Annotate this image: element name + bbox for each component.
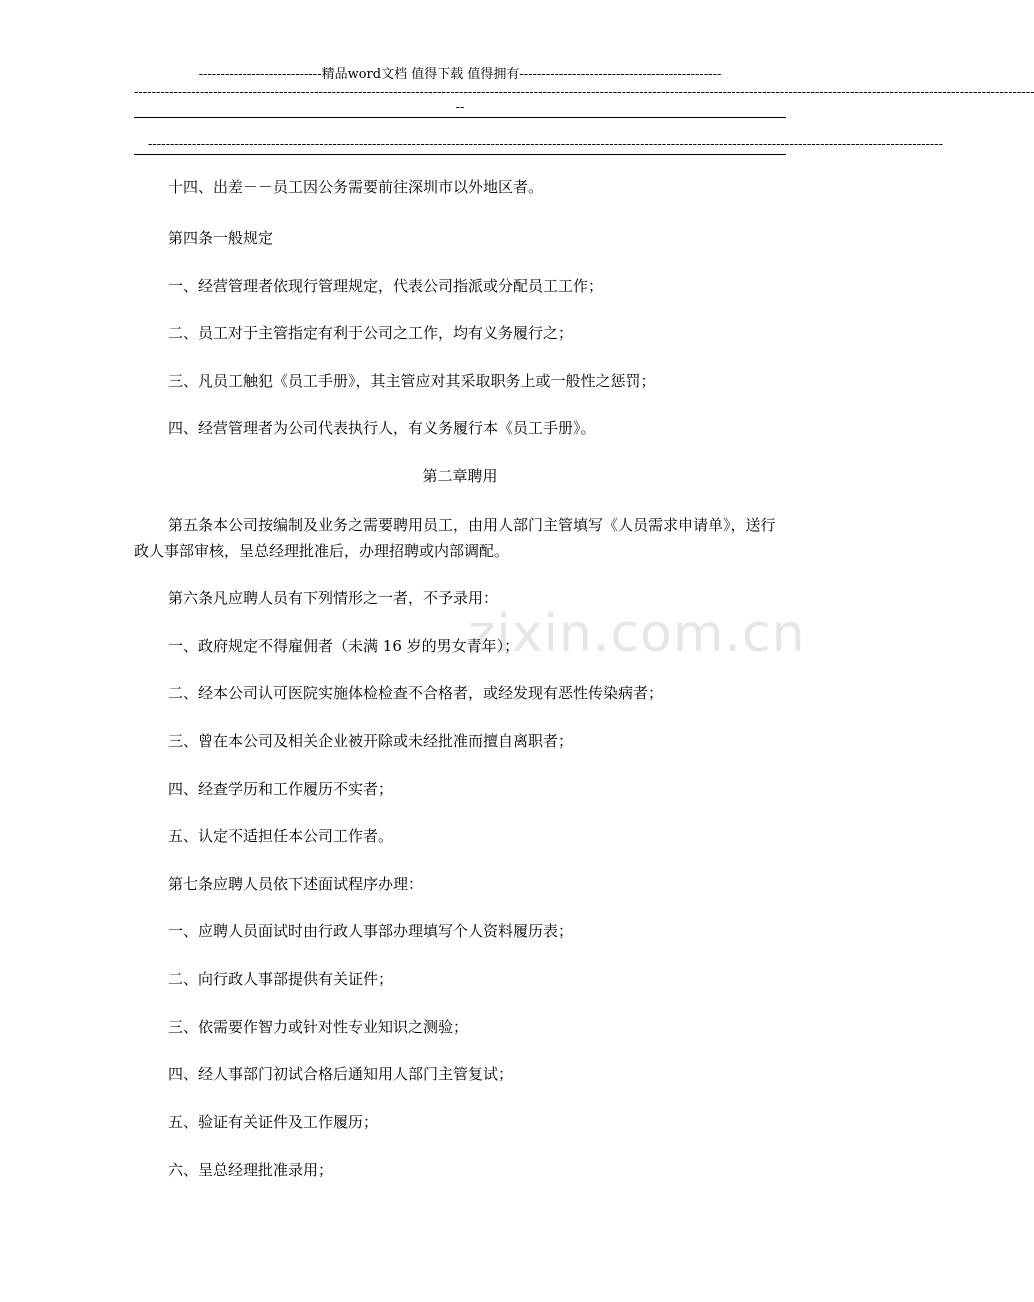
paragraph-article-5-text: 第五条本公司按编制及业务之需要聘用员工，由用人部门主管填写《人员需求申请单》，送行政人事部审核，呈总经理批准后，办理招聘或内部调配。 <box>134 516 776 560</box>
paragraph-procedure-3: 三、依需要作智力或针对性专业知识之测验； <box>168 1018 469 1036</box>
paragraph-exclusion-4: 四、经查学历和工作履历不实者； <box>168 780 394 798</box>
paragraph-business-trip: 十四、出差－－员工因公务需要前往深圳市以外地区者。 <box>168 178 544 196</box>
paragraph-rule-1: 一、经营管理者依现行管理规定，代表公司指派或分配员工工作； <box>168 277 604 295</box>
header-dash-line: ------------------------------------------------------------------------------------------------------------------------------------------------------------------------------------------------------------- <box>134 85 1034 100</box>
header-dash-line-2: ------------------------------------------------------------------------------------------------------------------------------------------------------------------------------------- <box>148 137 944 152</box>
paragraph-article-5 <box>134 512 786 564</box>
paragraph-rule-2: 二、员工对于主管指定有利于公司之工作，均有义务履行之； <box>168 324 574 342</box>
paragraph-procedure-1: 一、应聘人员面试时由行政人事部办理填写个人资料履历表； <box>168 922 574 940</box>
paragraph-article-6-title: 第六条凡应聘人员有下列情形之一者，不予录用： <box>168 589 499 607</box>
paragraph-exclusion-1: 一、政府规定不得雇佣者（未满 16 岁的男女青年）； <box>168 637 520 655</box>
paragraph-article-4-title: 第四条一般规定 <box>168 229 274 247</box>
paragraph-procedure-5: 五、验证有关证件及工作履历； <box>168 1113 379 1131</box>
header-rule-top <box>134 117 786 118</box>
header-dash-tail: -- <box>455 100 465 115</box>
paragraph-procedure-2: 二、向行政人事部提供有关证件； <box>168 970 394 988</box>
paragraph-exclusion-5: 五、认定不适担任本公司工作者。 <box>168 827 394 845</box>
paragraph-rule-3: 三、凡员工触犯《员工手册》，其主管应对其采取职务上或一般性之惩罚； <box>168 372 656 390</box>
paragraph-procedure-4: 四、经人事部门初试合格后通知用人部门主管复试； <box>168 1065 514 1083</box>
chapter-heading: 第二章聘用 <box>422 467 498 485</box>
header-rule-bottom <box>134 154 786 155</box>
watermark: zixin.com.cn <box>468 604 806 664</box>
paragraph-procedure-6: 六、呈总经理批准录用； <box>168 1161 334 1179</box>
paragraph-exclusion-2: 二、经本公司认可医院实施体检检查不合格者，或经发现有恶性传染病者； <box>168 684 664 702</box>
paragraph-exclusion-3: 三、曾在本公司及相关企业被开除或未经批准而擅自离职者； <box>168 732 574 750</box>
paragraph-rule-4: 四、经营管理者为公司代表执行人，有义务履行本《员工手册》。 <box>168 419 596 437</box>
header-banner: ----------------------------精品word文档 值得下载 值得拥有---------------------------------------------- <box>198 67 722 82</box>
paragraph-article-7-title: 第七条应聘人员依下述面试程序办理： <box>168 875 424 893</box>
